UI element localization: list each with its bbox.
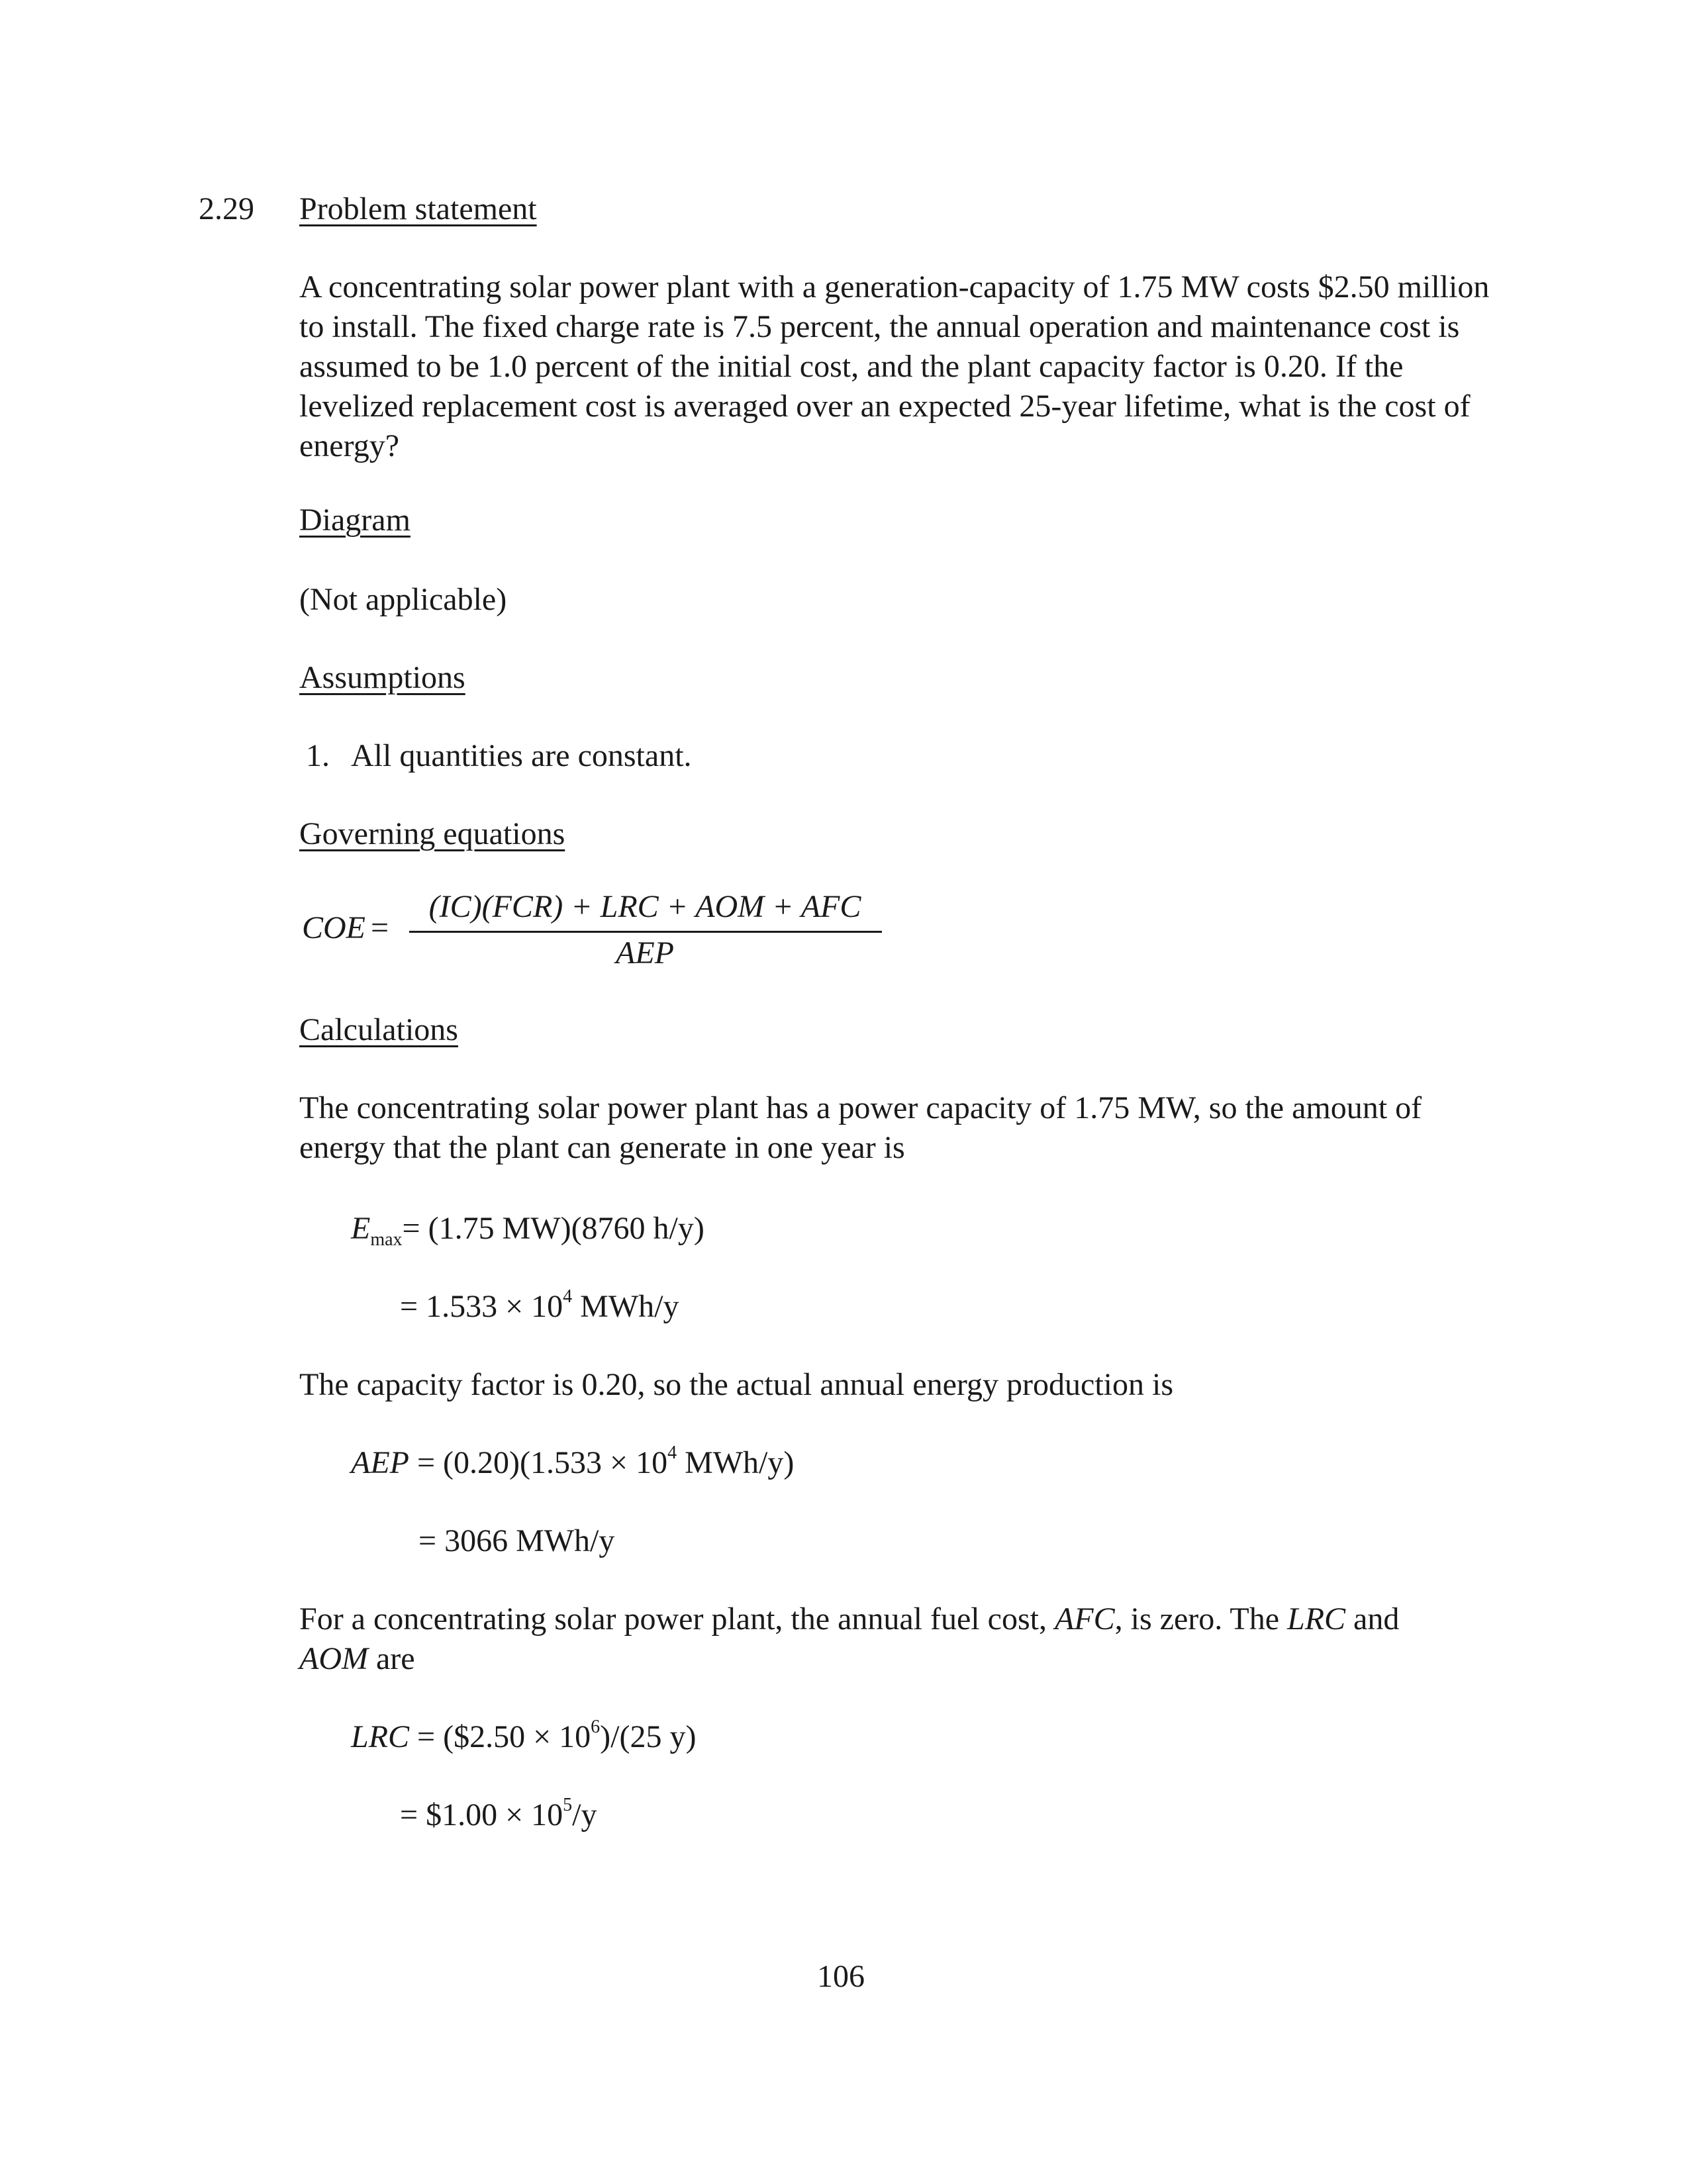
problem-number: 2.29 — [199, 191, 254, 226]
lrc-rhs-pre: = ($2.50 × 10 — [409, 1719, 591, 1754]
aep-rhs-exponent: 4 — [667, 1443, 677, 1463]
lrc-result-exponent: 5 — [563, 1795, 573, 1815]
afc-text-1: For a concentrating solar power plant, the annual fuel cost, — [299, 1601, 1055, 1637]
fraction-bar — [409, 931, 882, 933]
emax-equation — [351, 1209, 704, 1249]
lrc-result-pre: = $1.00 × 10 — [400, 1797, 563, 1832]
afc-text-2: , is zero. The — [1114, 1601, 1287, 1637]
emax-result-pre: = 1.533 × 10 — [400, 1289, 563, 1324]
aep-rhs-post: MWh/y) — [677, 1445, 795, 1480]
afc-symbol: AFC — [1054, 1601, 1115, 1637]
lrc-rhs-post: )/(25 y) — [600, 1719, 697, 1754]
governing-equations-heading: Governing equations — [299, 816, 565, 851]
diagram-heading: Diagram — [299, 502, 411, 538]
emax-result-post: MWh/y — [572, 1289, 679, 1324]
lrc-symbol: LRC — [351, 1719, 410, 1754]
calculations-heading: Calculations — [299, 1012, 458, 1047]
aom-symbol-inline: AOM — [299, 1641, 368, 1676]
emax-subscript: max — [370, 1229, 403, 1250]
capacity-factor-text: The capacity factor is 0.20, so the actual annual energy production is — [299, 1367, 1173, 1402]
assumption-number: 1. — [306, 738, 330, 773]
aep-rhs-pre: = (0.20)(1.533 × 10 — [409, 1445, 668, 1480]
aep-equation — [351, 1443, 794, 1483]
lrc-result — [400, 1795, 597, 1835]
diagram-text: (Not applicable) — [299, 582, 507, 617]
emax-rhs: = (1.75 MW)(8760 h/y) — [402, 1211, 704, 1246]
problem-statement-text: A concentrating solar power plant with a generation-capacity of 1.75 MW costs $2.50 million to install. The fixed charge rate is 7.5 percent, the annual operation and maintenance cost is assumed to be 1.0 percent of the initial cost, and the plant capacity factor is 0.20. If the levelized replacement cost is averaged over an expected 25-year lifetime, what is the cost of energy? — [299, 269, 1490, 463]
emax-symbol: E — [351, 1211, 371, 1246]
lrc-symbol-inline: LRC — [1287, 1601, 1346, 1637]
coe-symbol: COE — [302, 910, 365, 945]
afc-text-3: and — [1345, 1601, 1400, 1637]
calculations-intro-text: The concentrating solar power plant has a power capacity of 1.75 MW, so the amount of energy that the plant can generate in one year is — [299, 1090, 1422, 1165]
emax-result — [400, 1287, 679, 1327]
lrc-rhs-exponent: 6 — [591, 1717, 601, 1737]
afc-sentence — [299, 1599, 1491, 1679]
lrc-equation — [351, 1717, 696, 1757]
assumption-text: All quantities are constant. — [351, 738, 692, 773]
emax-result-exponent: 4 — [563, 1286, 573, 1307]
coe-numerator: (IC)(FCR) + LRC + AOM + AFC — [428, 889, 861, 924]
coe-denominator: AEP — [616, 935, 674, 971]
lrc-result-post: /y — [572, 1797, 597, 1832]
page-number: 106 — [817, 1959, 865, 1994]
afc-text-4: are — [367, 1641, 415, 1676]
aep-symbol: AEP — [351, 1445, 409, 1480]
coe-equals: = — [371, 910, 389, 945]
assumptions-heading: Assumptions — [299, 660, 465, 695]
aep-result: = 3066 MWh/y — [418, 1523, 615, 1558]
problem-statement-heading: Problem statement — [299, 191, 537, 226]
